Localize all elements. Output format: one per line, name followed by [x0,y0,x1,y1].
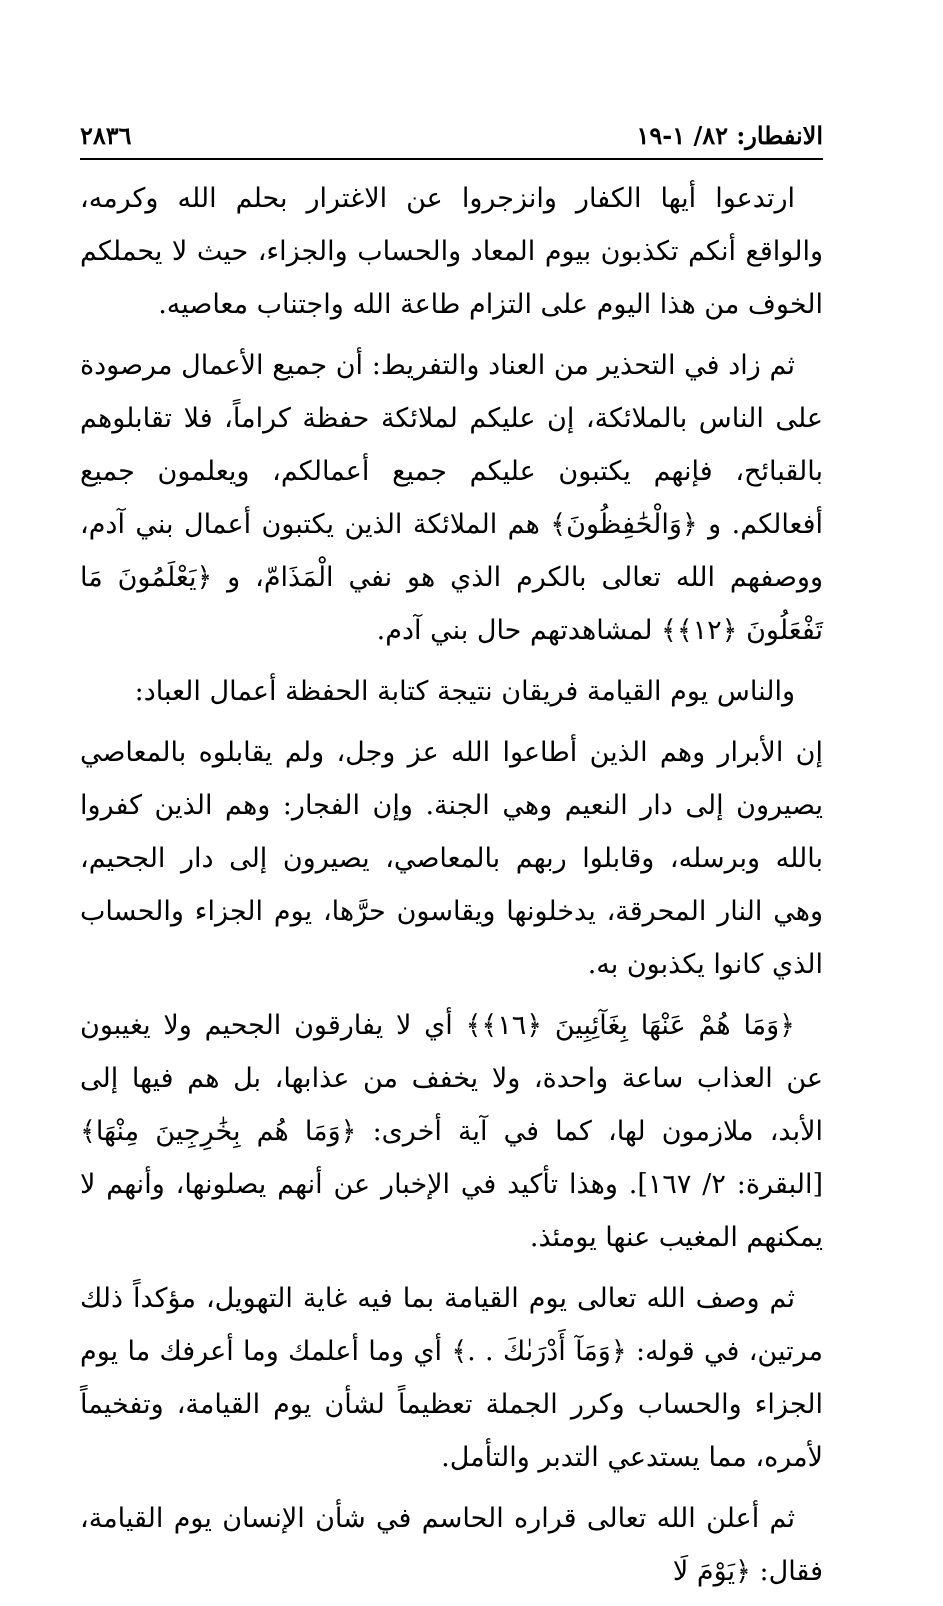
surah-reference: الانفطار: ٨٢/ ١-١٩ [636,121,823,150]
page-header [80,110,823,150]
paragraph-6: ثم وصف الله تعالى يوم القيامة بما فيه غاية التهويل، مؤكداً ذلك مرتين، في قوله: ﴿وَمَآ أَدْرَىٰكَ . .﴾ أي وما أعلمك وما أعرفك ما يوم الجزاء والحساب وكرر الجملة تعظيماً لشأن يوم القيامة، وتفخيماً لأمره، مما يستدعي التدبر والتأمل. [80,1283,823,1473]
paragraph-2: ثم زاد في التحذير من العناد والتفريط: أن جميع الأعمال مرصودة على الناس بالملائكة، إن عليكم لملائكة حفظة كراماً، فلا تقابلوهم بالقبائح، فإنهم يكتبون عليكم جميع أعمالكم، ويعلمون جميع أفعالكم. و ﴿وَالْحَٰفِظُونَ﴾ هم الملائكة الذين يكتبون أعمال بني آدم، ووصفهم الله تعالى بالكرم الذي هو نفي الْمَذَامّ، و ﴿يَعْلَمُونَ مَا تَفْعَلُونَ ﴿١٢﴾﴾ لمشاهدتهم حال بني آدم. [80,350,823,646]
page-number: ٢٨٣٦ [80,121,132,150]
paragraph-5: ﴿وَمَا هُمْ عَنْهَا بِغَآئِبِينَ ﴿١٦﴾﴾ أي لا يفارقون الجحيم ولا يغيبون عن العذاب ساعة واحدة، ولا يخفف من عذابها، بل هم فيها إلى الأبد، ملازمون لها، كما في آية أخرى: ﴿وَمَا هُم بِخَٰرِجِينَ مِنْهَا﴾ [البقرة: ٢/ ١٦٧]. وهذا تأكيد في الإخبار عن أنهم يصلونها، وأنهم لا يمكنهم المغيب عنها يومئذ. [80,1010,823,1253]
page-body [80,172,823,1606]
paragraph-3: والناس يوم القيامة فريقان نتيجة كتابة الحفظة أعمال العباد: [134,676,795,707]
paragraph-7: ثم أعلن الله تعالى قراره الحاسم في شأن الإنسان يوم القيامة، فقال: ﴿يَوْمَ لَا [80,1503,823,1587]
paragraph-4: إن الأبرار وهم الذين أطاعوا الله عز وجل، ولم يقابلوه بالمعاصي يصيرون إلى دار النعيم وهي الجنة. وإن الفجار: وهم الذين كفروا بالله وبرسله، وقابلوا ربهم بالمعاصي، يصيرون إلى دار الجحيم، وهي النار المحرقة، يدخلونها ويقاسون حرَّها، يوم الجزاء والحساب الذي كانوا يكذبون به. [80,737,823,980]
paragraph-1: ارتدعوا أيها الكفار وانزجروا عن الاغترار بحلم الله وكرمه، والواقع أنكم تكذبون بيوم المعاد والحساب والجزاء، حيث لا يحملكم الخوف من هذا اليوم على التزام طاعة الله واجتناب معاصيه. [80,183,823,320]
header-divider [80,158,823,160]
